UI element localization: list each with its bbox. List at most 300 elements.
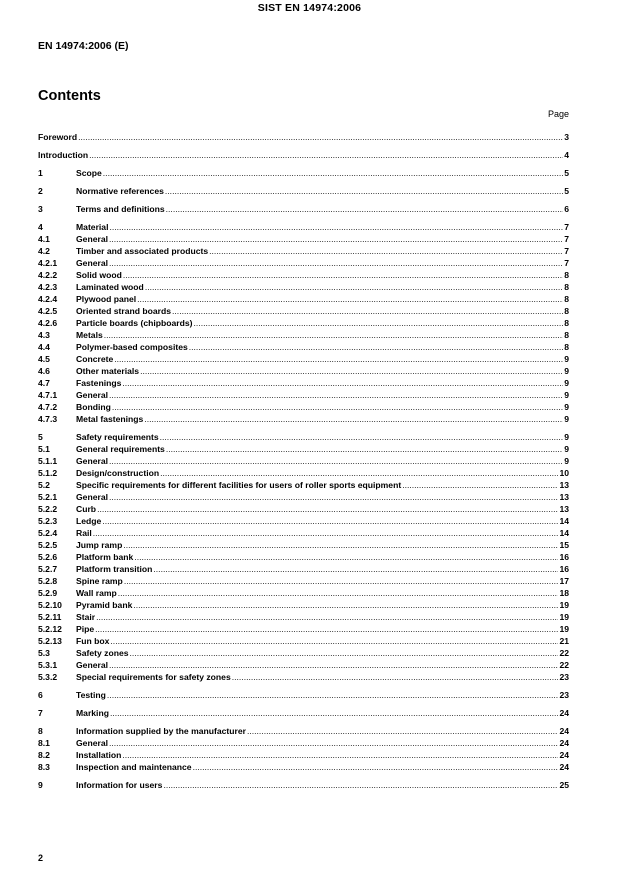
dot-leader	[134, 551, 558, 563]
toc-entry-page: 5	[564, 168, 569, 178]
toc-entry-number: 5.2.2	[38, 504, 58, 514]
toc-entry-number: 9	[38, 780, 43, 790]
toc-entry-title: Ledge	[76, 516, 102, 526]
toc-entry-number: 5.2.7	[38, 564, 58, 574]
toc-entry-title: Laminated wood	[76, 282, 144, 292]
dot-leader	[96, 611, 558, 623]
toc-entry-title: Curb	[76, 504, 97, 514]
toc-entry-title: General	[76, 492, 109, 502]
page-column-label: Page	[547, 109, 569, 119]
toc-entry[interactable]	[38, 167, 569, 179]
toc-entry-title: Metal fastenings	[76, 414, 144, 424]
toc-entry[interactable]	[38, 587, 569, 599]
toc-entry-page: 9	[564, 366, 569, 376]
toc-entry-number: 5.2.3	[38, 516, 58, 526]
toc-entry[interactable]	[38, 203, 569, 215]
toc-entry[interactable]	[38, 365, 569, 377]
toc-entry-number: 8.3	[38, 762, 50, 772]
toc-entry[interactable]	[38, 491, 569, 503]
dot-leader	[109, 233, 563, 245]
toc-entry-number: 2	[38, 186, 43, 196]
toc-entry-line	[76, 503, 569, 515]
toc-entry-line	[76, 377, 569, 389]
watermark-text: SIST EN 14974:2006	[257, 2, 362, 14]
toc-entry[interactable]	[38, 779, 569, 791]
toc-entry-title: Fastenings	[76, 378, 122, 388]
dot-leader	[93, 527, 559, 539]
dot-leader	[144, 413, 563, 425]
toc-entry[interactable]	[38, 455, 569, 467]
dot-leader	[160, 431, 564, 443]
toc-entry-number: 5	[38, 432, 43, 442]
toc-entry[interactable]	[38, 413, 569, 425]
toc-entry-line	[76, 413, 569, 425]
toc-entry-line	[76, 329, 569, 341]
toc-entry[interactable]	[38, 647, 569, 659]
toc-entry-page: 25	[559, 780, 569, 790]
toc-entry-line	[76, 305, 569, 317]
toc-entry-page: 9	[564, 390, 569, 400]
toc-entry-page: 16	[559, 564, 569, 574]
dot-leader	[109, 659, 558, 671]
toc-entry-line	[76, 689, 569, 701]
toc-entry-page: 13	[559, 504, 569, 514]
dot-leader	[194, 317, 564, 329]
dot-leader	[118, 587, 559, 599]
dot-leader	[102, 515, 558, 527]
toc-entry-page: 9	[564, 354, 569, 364]
dot-leader	[166, 203, 564, 215]
toc-entry[interactable]	[38, 353, 569, 365]
toc-entry-page: 22	[559, 660, 569, 670]
toc-entry-number: 5.2.5	[38, 540, 58, 550]
toc-entry[interactable]	[38, 479, 569, 491]
toc-entry-line	[76, 245, 569, 257]
toc-entry-title: General requirements	[76, 444, 165, 454]
toc-entry-page: 15	[559, 540, 569, 550]
toc-entry-page: 23	[559, 690, 569, 700]
toc-entry-line	[76, 659, 569, 671]
toc-entry-line	[76, 317, 569, 329]
toc-entry-number: 5.2.1	[38, 492, 58, 502]
toc-entry-page: 17	[559, 576, 569, 586]
toc-entry-title: Marking	[76, 708, 109, 718]
toc-entry-line	[76, 491, 569, 503]
toc-entry-number: 4.2.3	[38, 282, 58, 292]
toc-entry-number: 5.1.2	[38, 468, 58, 478]
toc-entry[interactable]	[38, 317, 569, 329]
toc-entry-page: 7	[564, 258, 569, 268]
toc-entry-title: Platform transition	[76, 564, 153, 574]
toc-entry-title: Wall ramp	[76, 588, 117, 598]
toc-entry-line	[76, 257, 569, 269]
toc-entry-number: 8.1	[38, 738, 50, 748]
toc-entry-number: 5.2.10	[38, 600, 62, 610]
dot-leader	[130, 647, 559, 659]
toc-entry-line	[76, 341, 569, 353]
toc-entry-page: 8	[564, 270, 569, 280]
dot-leader	[160, 467, 558, 479]
toc-entry-title: Information supplied by the manufacturer	[76, 726, 246, 736]
toc-entry-line	[38, 131, 569, 143]
toc-entry-number: 6	[38, 690, 43, 700]
toc-entry-number: 4.7	[38, 378, 50, 388]
toc-entry-title: Information for users	[76, 780, 163, 790]
toc-entry-page: 8	[564, 342, 569, 352]
toc-entry-line	[76, 269, 569, 281]
toc-entry-page: 14	[559, 528, 569, 538]
toc-entry-line	[76, 233, 569, 245]
dot-leader	[109, 455, 563, 467]
toc-entry-page: 18	[559, 588, 569, 598]
toc-entry-line	[76, 551, 569, 563]
toc-entry-number: 4.2.1	[38, 258, 58, 268]
dot-leader	[153, 563, 558, 575]
toc-entry-page: 22	[559, 648, 569, 658]
toc-entry-title: Scope	[76, 168, 102, 178]
dot-leader	[140, 365, 563, 377]
dot-leader	[110, 707, 558, 719]
toc-entry[interactable]	[38, 389, 569, 401]
toc-entry-title: Polymer-based composites	[76, 342, 188, 352]
dot-leader	[107, 689, 559, 701]
dot-leader	[145, 281, 563, 293]
toc-entry-number: 4.7.3	[38, 414, 58, 424]
toc-entry-line	[38, 149, 569, 161]
dot-leader	[104, 329, 563, 341]
toc-entry-page: 19	[559, 624, 569, 634]
dot-leader	[109, 389, 563, 401]
toc-entry-number: 5.2.8	[38, 576, 58, 586]
toc-entry-number: 5.2	[38, 480, 50, 490]
toc-entry-page: 9	[564, 456, 569, 466]
dot-leader	[89, 149, 563, 161]
toc-entry-title: General	[76, 234, 109, 244]
toc-entry-line	[76, 623, 569, 635]
toc-entry-number: 5.2.12	[38, 624, 62, 634]
toc-entry-number: 5.2.4	[38, 528, 58, 538]
dot-leader	[123, 269, 563, 281]
toc-entry-page: 24	[559, 750, 569, 760]
toc-entry[interactable]	[38, 563, 569, 575]
toc-entry[interactable]	[38, 131, 569, 143]
toc-entry[interactable]	[38, 689, 569, 701]
toc-entry[interactable]	[38, 503, 569, 515]
toc-entry-page: 8	[564, 306, 569, 316]
toc-entry-line	[76, 185, 569, 197]
toc-entry-line	[76, 527, 569, 539]
toc-entry-page: 21	[559, 636, 569, 646]
toc-entry-number: 8.2	[38, 750, 50, 760]
toc-entry-page: 9	[564, 378, 569, 388]
toc-entry-title: Material	[76, 222, 109, 232]
toc-entry[interactable]	[38, 341, 569, 353]
toc-entry-line	[76, 707, 569, 719]
toc-entry-page: 9	[564, 432, 569, 442]
dot-leader	[247, 725, 558, 737]
toc-entry-title: Special requirements for safety zones	[76, 672, 231, 682]
toc-entry-line	[76, 575, 569, 587]
toc-entry[interactable]	[38, 377, 569, 389]
toc-entry-page: 7	[564, 222, 569, 232]
toc-entry-title: Inspection and maintenance	[76, 762, 192, 772]
toc-entry-title: Platform bank	[76, 552, 134, 562]
toc-entry-title: Concrete	[76, 354, 114, 364]
toc-entry-number: 4.5	[38, 354, 50, 364]
toc-entry-title: Jump ramp	[76, 540, 123, 550]
toc-entry-line	[76, 281, 569, 293]
toc-entry-title: Installation	[76, 750, 122, 760]
toc-entry[interactable]	[38, 575, 569, 587]
dot-leader	[78, 131, 563, 143]
toc-entry-page: 9	[564, 402, 569, 412]
toc-entry[interactable]	[38, 539, 569, 551]
toc-entry-page: 24	[559, 708, 569, 718]
toc-entry-page: 24	[559, 726, 569, 736]
toc-entry-number: 5.1	[38, 444, 50, 454]
toc-entry-number: 3	[38, 204, 43, 214]
toc-entry-page: 19	[559, 612, 569, 622]
toc-entry-number: 4.2.4	[38, 294, 58, 304]
toc-entry-number: 4.2.5	[38, 306, 58, 316]
dot-leader	[122, 749, 558, 761]
toc-entry[interactable]	[38, 623, 569, 635]
toc-entry-line	[76, 401, 569, 413]
toc-entry-line	[76, 749, 569, 761]
toc-entry-line	[76, 779, 569, 791]
toc-entry[interactable]	[38, 257, 569, 269]
toc-entry-page: 10	[559, 468, 569, 478]
toc-entry-page: 19	[559, 600, 569, 610]
toc-entry-title: Pipe	[76, 624, 95, 634]
toc-entry-title: Plywood panel	[76, 294, 137, 304]
toc-entry-number: 5.3	[38, 648, 50, 658]
toc-entry-page: 24	[559, 738, 569, 748]
toc-entry[interactable]	[38, 551, 569, 563]
toc-entry-title: Solid wood	[76, 270, 122, 280]
toc-entry-title: General	[76, 390, 109, 400]
toc-entry-title: Timber and associated products	[76, 246, 209, 256]
table-of-contents	[38, 131, 569, 791]
toc-entry-number: 5.3.2	[38, 672, 58, 682]
toc-entry-line	[76, 761, 569, 773]
toc-entry-page: 23	[559, 672, 569, 682]
toc-entry[interactable]	[38, 707, 569, 719]
dot-leader	[137, 293, 563, 305]
toc-entry-title: Terms and definitions	[76, 204, 165, 214]
toc-entry-title: General	[76, 738, 109, 748]
toc-entry-title: Testing	[76, 690, 106, 700]
toc-entry-number: 4.4	[38, 342, 50, 352]
toc-entry-title: Safety zones	[76, 648, 129, 658]
toc-entry-title: Foreword	[38, 132, 78, 142]
dot-leader	[103, 167, 563, 179]
toc-entry-page: 9	[564, 414, 569, 424]
toc-entry[interactable]	[38, 737, 569, 749]
dot-leader	[112, 401, 563, 413]
toc-entry-line	[76, 443, 569, 455]
dot-leader	[189, 341, 563, 353]
toc-entry-line	[76, 563, 569, 575]
dot-leader	[95, 623, 558, 635]
toc-entry-number: 7	[38, 708, 43, 718]
dot-leader	[232, 671, 559, 683]
toc-entry[interactable]	[38, 431, 569, 443]
toc-entry-page: 14	[559, 516, 569, 526]
toc-entry-line	[76, 725, 569, 737]
dot-leader	[124, 575, 559, 587]
dot-leader	[109, 491, 558, 503]
toc-entry-number: 4.6	[38, 366, 50, 376]
page-title: Contents	[38, 88, 101, 104]
toc-entry-page: 16	[559, 552, 569, 562]
toc-entry[interactable]	[38, 401, 569, 413]
toc-entry-number: 4	[38, 222, 43, 232]
dot-leader	[109, 257, 563, 269]
toc-entry-line	[76, 647, 569, 659]
toc-entry-page: 8	[564, 330, 569, 340]
toc-entry-page: 7	[564, 234, 569, 244]
toc-entry-title: Rail	[76, 528, 92, 538]
toc-entry-number: 5.2.11	[38, 612, 62, 622]
toc-entry-page: 13	[559, 492, 569, 502]
dot-leader	[114, 353, 563, 365]
toc-entry[interactable]	[38, 149, 569, 161]
toc-entry[interactable]	[38, 671, 569, 683]
toc-entry-number: 4.2	[38, 246, 50, 256]
toc-entry-line	[76, 167, 569, 179]
toc-entry[interactable]	[38, 221, 569, 233]
toc-entry-number: 4.7.1	[38, 390, 58, 400]
toc-entry-line	[76, 353, 569, 365]
toc-entry[interactable]	[38, 599, 569, 611]
toc-entry[interactable]	[38, 293, 569, 305]
toc-entry-title: Spine ramp	[76, 576, 123, 586]
toc-entry-page: 5	[564, 186, 569, 196]
toc-entry-line	[76, 293, 569, 305]
toc-entry[interactable]	[38, 749, 569, 761]
toc-entry-number: 5.2.6	[38, 552, 58, 562]
toc-entry[interactable]	[38, 515, 569, 527]
toc-entry-title: Normative references	[76, 186, 164, 196]
toc-entry-page: 7	[564, 246, 569, 256]
toc-entry-title: Stair	[76, 612, 96, 622]
toc-entry-line	[76, 587, 569, 599]
toc-entry-page: 4	[564, 150, 569, 160]
toc-entry[interactable]	[38, 725, 569, 737]
toc-entry-page: 8	[564, 282, 569, 292]
toc-entry-number: 4.3	[38, 330, 50, 340]
toc-entry-number: 4.1	[38, 234, 50, 244]
dot-leader	[122, 377, 563, 389]
toc-entry-number: 4.2.6	[38, 318, 58, 328]
toc-entry-line	[76, 635, 569, 647]
toc-entry-line	[76, 737, 569, 749]
toc-entry[interactable]	[38, 659, 569, 671]
toc-entry-title: Design/construction	[76, 468, 160, 478]
toc-entry-number: 4.7.2	[38, 402, 58, 412]
toc-entry-title: Other materials	[76, 366, 140, 376]
toc-entry-line	[76, 611, 569, 623]
dot-leader	[166, 443, 563, 455]
toc-entry-line	[76, 365, 569, 377]
toc-entry-line	[76, 467, 569, 479]
toc-entry-page: 13	[559, 480, 569, 490]
dot-leader	[110, 635, 558, 647]
toc-entry-line	[76, 599, 569, 611]
toc-entry-title: Safety requirements	[76, 432, 159, 442]
toc-entry-title: Pyramid bank	[76, 600, 133, 610]
dot-leader	[402, 479, 558, 491]
toc-entry[interactable]	[38, 185, 569, 197]
toc-entry-title: General	[76, 258, 109, 268]
dot-leader	[109, 221, 563, 233]
toc-entry-title: General	[76, 456, 109, 466]
toc-entry-line	[76, 515, 569, 527]
dot-leader	[165, 185, 563, 197]
dot-leader	[97, 503, 558, 515]
toc-entry[interactable]	[38, 245, 569, 257]
toc-entry-line	[76, 221, 569, 233]
dot-leader	[133, 599, 558, 611]
toc-entry[interactable]	[38, 527, 569, 539]
dot-leader	[172, 305, 563, 317]
toc-entry-line	[76, 431, 569, 443]
toc-entry-number: 1	[38, 168, 43, 178]
toc-entry[interactable]	[38, 305, 569, 317]
toc-entry[interactable]	[38, 281, 569, 293]
toc-entry-line	[76, 455, 569, 467]
toc-entry[interactable]	[38, 329, 569, 341]
toc-entry-number: 5.1.1	[38, 456, 58, 466]
document-id: EN 14974:2006 (E)	[38, 40, 129, 52]
toc-entry-title: Metals	[76, 330, 103, 340]
toc-entry-title: General	[76, 660, 109, 670]
toc-entry-line	[76, 203, 569, 215]
toc-entry-page: 24	[559, 762, 569, 772]
toc-entry-title: Fun box	[76, 636, 110, 646]
toc-entry-title: Specific requirements for different facilities for users of roller sports equipment	[76, 480, 402, 490]
toc-entry-number: 4.2.2	[38, 270, 58, 280]
toc-entry-number: 5.2.9	[38, 588, 58, 598]
toc-entry-page: 3	[564, 132, 569, 142]
dot-leader	[209, 245, 563, 257]
toc-entry-number: 5.2.13	[38, 636, 62, 646]
toc-entry-title: Oriented strand boards	[76, 306, 172, 316]
toc-entry[interactable]	[38, 761, 569, 773]
toc-entry-line	[76, 389, 569, 401]
toc-entry-line	[76, 671, 569, 683]
dot-leader	[193, 761, 559, 773]
toc-entry-page: 9	[564, 444, 569, 454]
toc-entry[interactable]	[38, 635, 569, 647]
toc-entry-page: 8	[564, 318, 569, 328]
toc-entry[interactable]	[38, 467, 569, 479]
toc-entry-page: 6	[564, 204, 569, 214]
toc-entry-title: Particle boards (chipboards)	[76, 318, 193, 328]
toc-entry-page: 8	[564, 294, 569, 304]
toc-entry[interactable]	[38, 269, 569, 281]
toc-entry-number: 5.3.1	[38, 660, 58, 670]
dot-leader	[109, 737, 558, 749]
toc-entry[interactable]	[38, 611, 569, 623]
page-number: 2	[38, 853, 44, 863]
dot-leader	[163, 779, 558, 791]
toc-entry[interactable]	[38, 233, 569, 245]
toc-entry-title: Introduction	[38, 150, 89, 160]
toc-entry[interactable]	[38, 443, 569, 455]
toc-entry-line	[76, 539, 569, 551]
